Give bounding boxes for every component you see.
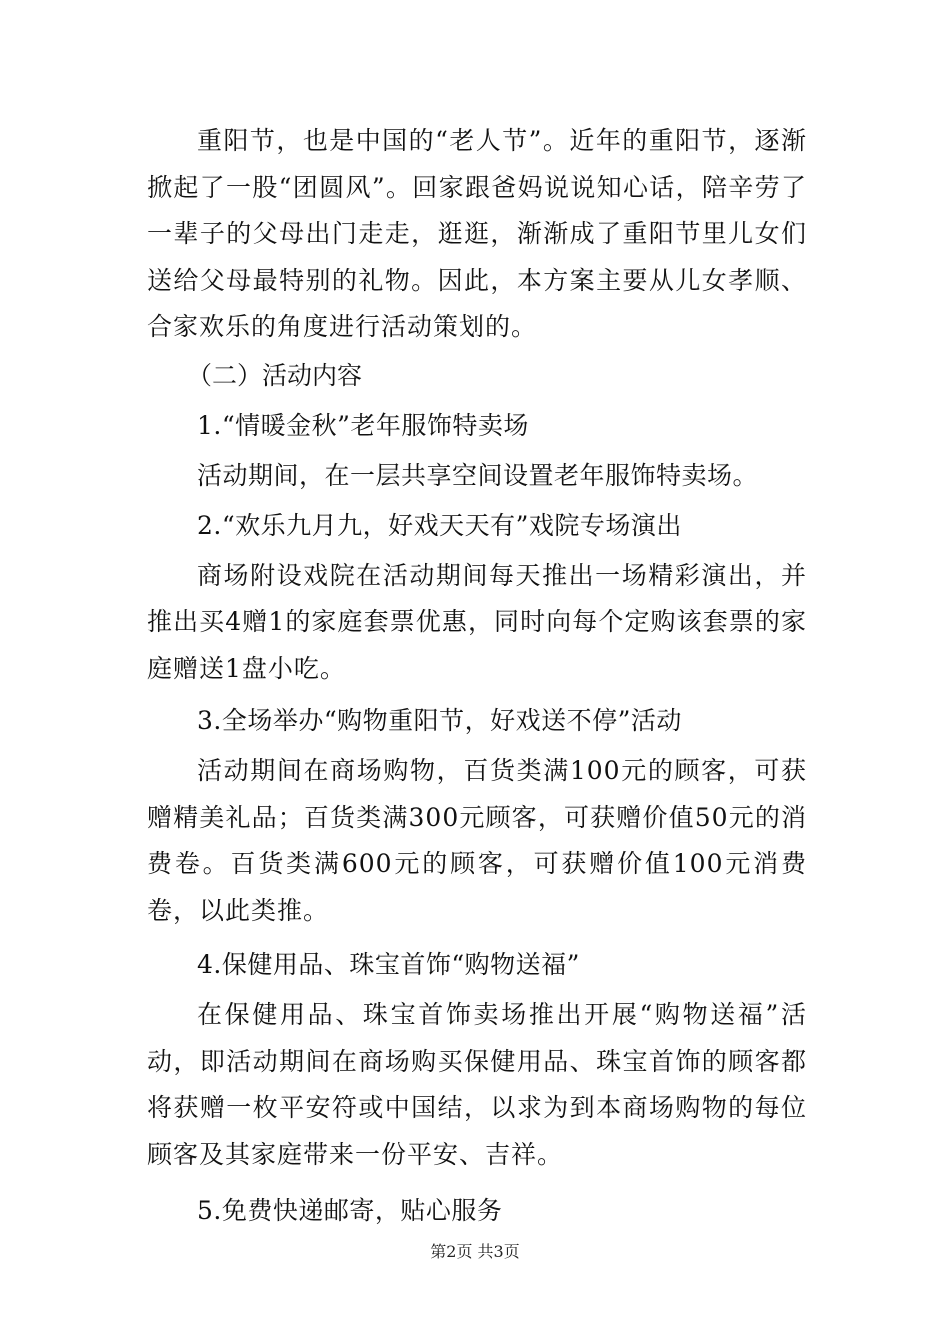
item-2-body: 商场附设戏院在活动期间每天推出一场精彩演出，并推出买4赠1的家庭套票优惠，同时向每个定购该套票的家庭赠送1盘小吃。 <box>147 560 807 683</box>
item-2-title: 2.“欢乐九月九，好戏天天有”戏院专场演出 <box>197 510 682 540</box>
intro-paragraph: 重阳节，也是中国的“老人节”。近年的重阳节，逐渐掀起了一股“团圆风”。回家跟爸妈说说知心话，陪辛劳了一辈子的父母出门走走，逛逛，渐渐成了重阳节里儿女们送给父母最特别的礼物。因此，本方案主要从儿女孝顺、合家欢乐的角度进行活动策划的。 <box>147 126 807 341</box>
item-3-title: 3.全场举办“购物重阳节，好戏送不停”活动 <box>197 706 682 735</box>
document-body <box>147 118 807 1236</box>
item-5-title: 5.免费快递邮寄，贴心服务 <box>197 1196 503 1225</box>
item-1-title: 1.“情暖金秋”老年服饰特卖场 <box>197 410 529 440</box>
item-3-body: 活动期间在商场购物，百货类满100元的顾客，可获赠精美礼品；百货类满300元顾客，可获赠价值50元的消费卷。百货类满600元的顾客，可获赠价值100元消费卷，以此类推。 <box>147 756 807 925</box>
section-heading-activity-content: （二）活动内容 <box>187 360 363 390</box>
page-number-footer: 第2页 共3页 <box>430 1242 520 1261</box>
item-4-title: 4.保健用品、珠宝首饰“购物送福” <box>197 950 580 979</box>
item-4-body: 在保健用品、珠宝首饰卖场推出开展“购物送福”活动，即活动期间在商场购买保健用品、珠宝首饰的顾客都将获赠一枚平安符或中国结，以求为到本商场购物的每位顾客及其家庭带来一份平安、吉祥。 <box>147 1000 807 1169</box>
item-1-body: 活动期间，在一层共享空间设置老年服饰特卖场。 <box>197 460 759 490</box>
